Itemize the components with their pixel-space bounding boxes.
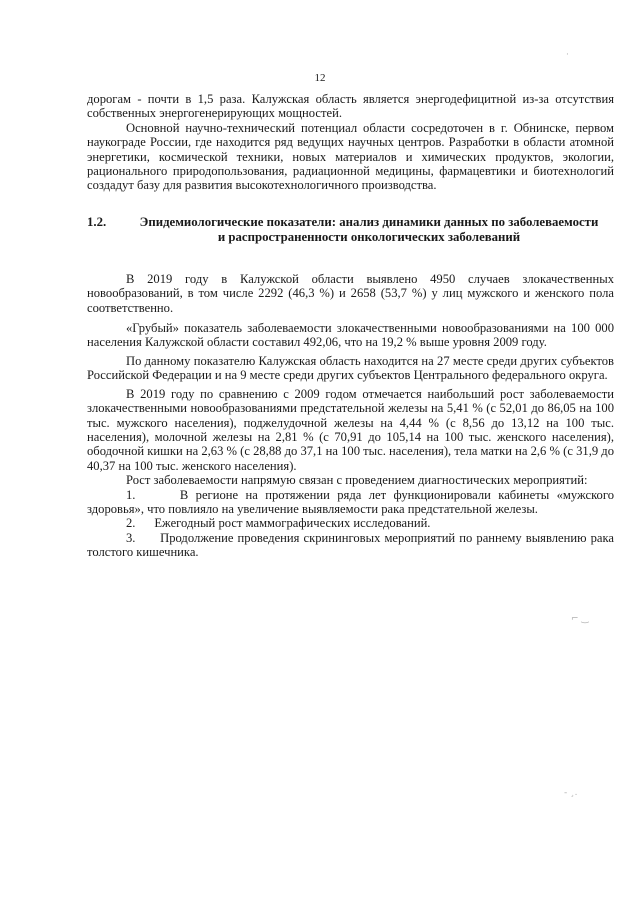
list-item (87, 531, 614, 560)
list-number: 3. (126, 530, 136, 545)
paragraph: По данному показателю Калужская область находится на 27 месте среди других субъектов Российской Федерации и на 9 месте среди других субъектов Центрального федерального округа. (87, 353, 614, 383)
section-heading (87, 215, 614, 245)
section-number: 1.2. (87, 214, 107, 229)
list-item (87, 488, 614, 517)
scan-speck: ‐ ¸. (564, 788, 578, 798)
list-text: Ежегодный рост маммографических исследований. (154, 516, 431, 531)
list-number: 2. (126, 516, 136, 531)
section-title-line: Эпидемиологические показатели: анализ динамики данных по заболеваемости (139, 214, 599, 229)
page-number: 12 (314, 72, 326, 84)
list-text: В регионе на протяжении ряда лет функционировали кабинеты «мужского здоровья», что повлияло на увеличение выявляемости рака предстательной железы. (87, 487, 615, 516)
section-title (124, 215, 614, 245)
paragraph: В 2019 году в Калужской области выявлено 4950 случаев злокачественных новообразований, в том числе 2292 (46,3 %) и 2658 (53,7 %) у лиц мужского и женского пола соответственно. (87, 271, 614, 315)
scan-speck: · (566, 50, 569, 60)
paragraph: дорогам - почти в 1,5 раза. Калужская область является энергодефицитной из-за отсутствия собственных энергогенерирующих мощностей. (87, 92, 614, 121)
list-text: Продолжение проведения скрининговых мероприятий по раннему выявлению рака толстого кишечника. (87, 530, 614, 560)
list-number: 1. (126, 487, 136, 502)
paragraph: Основной научно-технический потенциал области сосредоточен в г. Обнинске, первом наукограде России, где находится ряд ведущих научных центров. Разработки в области атомной энергетики, космической техники, новых материалов и химических продуктов, экологии, рационального природопользования, радиационной медицины, фармацевтики и биотехнологий создадут базу для развития высокотехнологичного производства. (87, 120, 614, 193)
numbered-list (87, 488, 614, 560)
paragraph: Рост заболеваемости напрямую связан с проведением диагностических мероприятий: (126, 473, 588, 488)
scan-speck: ⌐ ‿ (571, 614, 589, 624)
list-item (87, 516, 614, 530)
paragraph: В 2019 году по сравнению с 2009 годом отмечается наибольший рост заболеваемости злокачественными новообразованиями предстательной железы на 5,41 % (с 52,01 до 86,05 на 100 тыс. мужского населения), поджелудочной железы на 4,44 % (с 8,56 до 13,12 на 100 тыс. населения), молочной железы на 2,81 % (с 70,91 до 105,14 на 100 тыс. женского населения), ободочной кишки на 2,63 % (с 28,88 до 37,1 на 100 тыс. населения), тела матки на 2,6 % (с 31,9 до 40,37 на 100 тыс. женского населения). (87, 386, 614, 473)
document-body (87, 92, 614, 560)
paragraph: «Грубый» показатель заболеваемости злокачественными новообразованиями на 100 000 населения Калужской области составил 492,06, что на 19,2 % выше уровня 2009 году. (87, 321, 614, 350)
section-title-line: и распространенности онкологических заболеваний (217, 229, 521, 244)
